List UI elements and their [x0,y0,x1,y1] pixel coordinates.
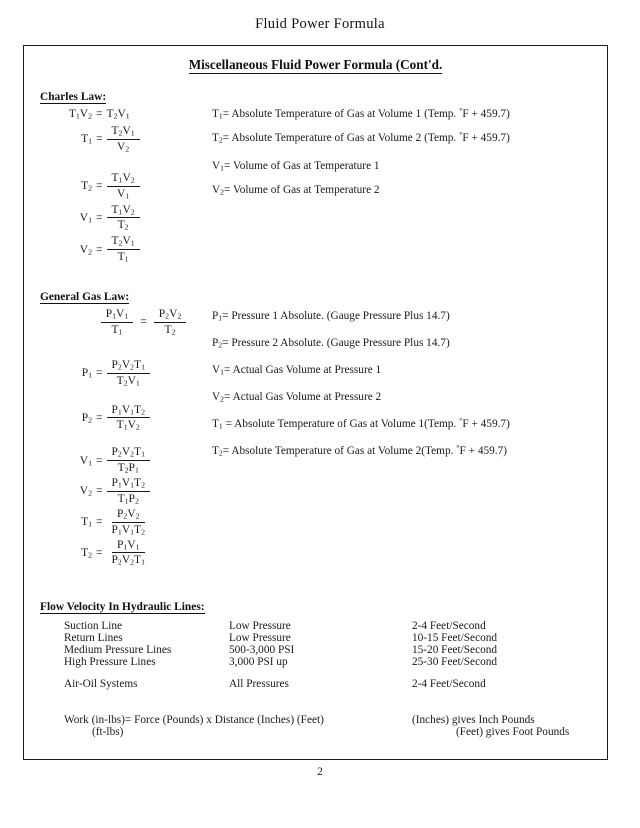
fraction-numerator: $P_1V_1T_2$ [107,404,150,419]
definition-line: $T_2=$ Absolute Temperature of Gas at Volume 2(Temp. °F + 459.7) [212,443,507,458]
formula-equals: = [96,454,103,467]
formula-lhs: $P_2$ [81,411,92,425]
fraction-numerator: $T_1V_2$ [107,204,140,219]
section-heading-flow-velocity: Flow Velocity In Hydraulic Lines: [40,601,205,613]
flow-velocity-row [64,656,592,668]
work-formula-row-1 [64,714,640,726]
fraction-denominator: $T_2V_1$ [116,374,140,388]
definition-line: $V_1=$ Volume of Gas at Temperature 1 [212,160,380,173]
flow-line-name: Air-Oil Systems [64,678,138,690]
formula-lhs: $V_1$ [79,454,92,468]
formula-lhs: $V_2$ [79,243,92,257]
flow-line-name: Suction Line [64,620,123,632]
flow-line-name: High Pressure Lines [64,656,156,668]
flow-velocity-row [64,678,592,690]
formula-row [66,125,216,154]
definition-line: $T_1=$ Absolute Temperature of Gas at Volume 1 (Temp. °F + 459.7) [212,106,510,121]
formula-fraction [107,125,140,154]
content-frame [23,45,608,760]
work-formula-block [64,714,640,738]
page-number: 2 [317,766,323,778]
formula-row [58,404,223,433]
definition-line: $P_1=$ Pressure 1 Absolute. (Gauge Pressure Plus 14.7) [212,310,450,323]
formula-equals: = [96,133,103,146]
fraction-denominator: $V_2$ [116,140,130,154]
formula-equals: = [96,108,103,120]
formula-equals: = [96,546,103,559]
fraction-denominator: $T_2$ [117,219,129,233]
formula-row [66,204,216,233]
formula-row [58,359,223,388]
formula-lhs: $T_1$ [81,133,92,147]
flow-velocity-value: 2-4 Feet/Second [412,678,486,690]
flow-pressure: Low Pressure [229,620,291,632]
fraction-denominator: $P_1V_1T_2$ [111,523,145,537]
fraction-numerator: $P_1V_1$ [112,539,145,554]
fraction-numerator: $T_1V_2$ [107,172,140,187]
formula-row [58,508,223,537]
definition-line: $V_1=$ Actual Gas Volume at Pressure 1 [212,364,382,377]
fraction-denominator: $T_1P_2$ [117,492,139,506]
formula-lhs: $T_2$ [81,180,92,193]
formula-fraction [107,477,150,506]
fraction-numerator: $T_2V_1$ [107,125,140,140]
flow-velocity-value: 15-20 Feet/Second [412,644,498,656]
flow-pressure: Low Pressure [229,632,291,644]
work-formula-left-1: Work (in-lbs)= Force (Pounds) x Distance (Inches) (Feet) [64,714,324,726]
formula-lhs: $T_2$ [81,546,92,560]
formula-fraction-right [154,308,187,337]
work-formula-right-1: (Inches) gives Inch Pounds [412,714,535,726]
flow-velocity-row [64,644,592,656]
formula-equals: = [96,243,103,256]
charles-law-definitions [212,108,510,208]
formula-row [66,172,216,201]
formula-row [58,446,223,475]
boxed-heading-text: Miscellaneous Fluid Power Formula (Cont'd. [188,57,443,72]
work-formula-right-2: (Feet) gives Foot Pounds [456,726,570,738]
section-heading-charles-law: Charles Law: [40,91,107,103]
formula-equals: = [96,211,103,224]
definition-line: $V_2=$ Actual Gas Volume at Pressure 2 [212,391,382,404]
page-title: Fluid Power Formula [255,16,385,32]
fraction-numerator: $P_2V_2T_1$ [107,446,150,461]
formula-row [58,477,223,506]
formula-lhs: $P_1$ [81,367,92,380]
formula-row [66,235,216,264]
flow-pressure: 3,000 PSI up [229,656,288,668]
formula-fraction [107,446,150,475]
formula-rhs: $T_2V_1$ [106,108,130,121]
fraction-numerator: $P_1V_1T_2$ [107,477,150,492]
formula-equals: = [96,367,103,380]
formula-fraction [107,359,150,388]
formula-fraction [107,235,140,264]
fraction-numerator: $P_2V_2T_1$ [107,359,150,374]
flow-velocity-row [64,632,592,644]
formula-fraction-left [101,308,134,337]
flow-pressure: All Pressures [229,678,289,690]
formula-equals: = [96,516,103,529]
fraction-numerator: $P_2V_2$ [112,508,145,523]
fraction-denominator: $T_1$ [117,251,129,264]
general-gas-law-formula-column [58,308,223,567]
flow-pressure: 500-3,000 PSI [229,644,295,656]
general-gas-law-definitions [212,310,510,472]
work-formula-row-2 [64,726,640,738]
formula-row [66,108,216,120]
formula-row [58,308,223,337]
section-heading-general-gas-law: General Gas Law: [40,291,130,303]
formula-lhs: $T_1V_2$ [68,108,92,121]
fraction-numerator: $P_1V_1$ [101,308,134,323]
flow-velocity-row [64,620,592,632]
flow-line-name: Return Lines [64,632,123,644]
formula-equals: = [96,411,103,424]
fraction-denominator: $P_2V_2T_1$ [111,554,145,568]
formula-equals: = [96,485,103,498]
work-formula-left-2: (ft-lbs) [92,726,124,738]
formula-lhs: $V_2$ [79,485,92,499]
charles-law-formula-column [66,108,216,264]
flow-velocity-value: 25-30 Feet/Second [412,656,498,668]
formula-fraction [107,204,140,233]
formula-fraction [107,404,150,433]
formula-fraction [107,508,150,537]
definition-line: $V_2=$ Volume of Gas at Temperature 2 [212,184,380,197]
fraction-denominator: $T_2$ [164,323,176,337]
definition-line: $T_2=$ Absolute Temperature of Gas at Volume 2 (Temp. °F + 459.7) [212,130,510,145]
flow-velocity-value: 2-4 Feet/Second [412,620,486,632]
fraction-denominator: $V_1$ [116,187,130,201]
formula-fraction [107,539,150,568]
flow-line-name: Medium Pressure Lines [64,644,172,656]
formula-equals: = [96,180,103,193]
formula-lhs: $T_1$ [81,516,92,529]
formula-lhs: $V_1$ [79,211,92,225]
flow-velocity-table [64,620,592,690]
boxed-heading [24,57,607,73]
formula-row [58,539,223,568]
flow-velocity-value: 10-15 Feet/Second [412,632,498,644]
formula-fraction [107,172,140,201]
definition-line: $T_1$ = Absolute Temperature of Gas at Volume 1(Temp. °F + 459.7) [212,416,510,431]
fraction-denominator: $T_1V_2$ [116,419,140,433]
fraction-numerator: $T_2V_1$ [107,235,140,250]
fraction-denominator: $T_1$ [111,323,123,337]
fraction-denominator: $T_2P_1$ [117,462,139,475]
formula-equals: = [140,316,147,329]
definition-line: $P_2=$ Pressure 2 Absolute. (Gauge Pressure Plus 14.7) [212,337,450,350]
fraction-numerator: $P_2V_2$ [154,308,187,323]
